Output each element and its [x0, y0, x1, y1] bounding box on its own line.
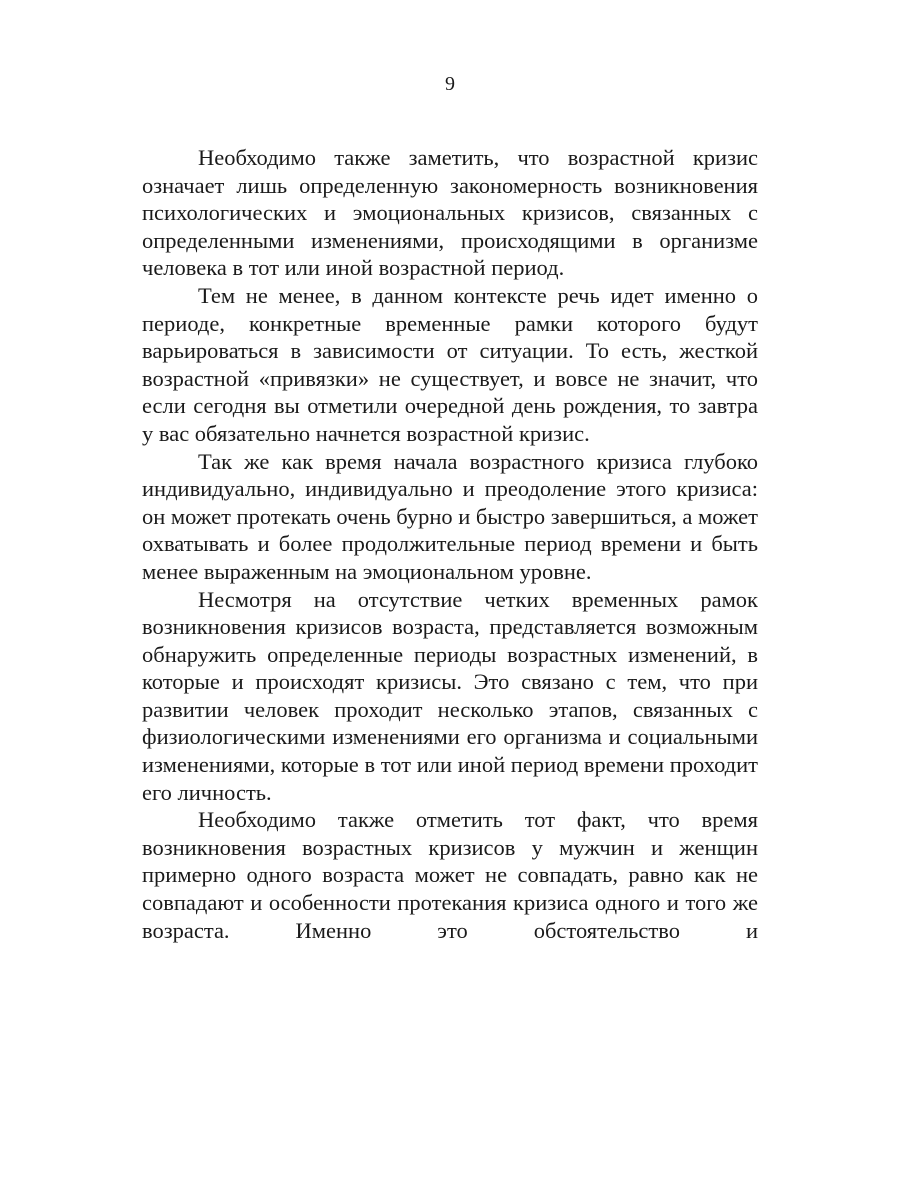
paragraph: Необходимо также заметить, что возрастной кризис означает лишь определенную закономерность возникновения психологических и эмоциональных кризисов, связанных с определенными изменениями, происходящими в организме человека в тот или иной возрастной период.: [142, 145, 758, 281]
paragraph: Тем не менее, в данном контексте речь идет именно о периоде, конкретные временные рамки которого будут варьироваться в зависимости от ситуации. То есть, жесткой возрастной «привязки» не существует, и вовсе не значит, что если сегодня вы отметили очередной день рождения, то завтра у вас обязательно начнется возрастной кризис.: [142, 282, 758, 446]
page-number: 9: [445, 73, 455, 95]
paragraph: Несмотря на отсутствие четких временных рамок возникновения кризисов возраста, представляется возможным обнаружить определенные периоды возрастных изменений, в которые и происходят кризисы. Это связано с тем, что при развитии человек проходит несколько этапов, связанных с физиологическими изменениями его организма и социальными изменениями, которые в тот или иной период времени проходит его личность.: [142, 586, 758, 805]
paragraph: Так же как время начала возрастного кризиса глубоко индивидуально, индивидуально и преодоление этого кризиса: он может протекать очень бурно и быстро завершиться, а может охватывать и более продолжительные период времени и быть менее выраженным на эмоциональном уровне.: [142, 448, 758, 584]
body-text: [142, 144, 758, 944]
paragraph: Необходимо также отметить тот факт, что время возникновения возрастных кризисов у мужчин и женщин примерно одного возраста может не совпадать, равно как не совпадают и особенности протекания кризиса одного и того же возраста. Именно это обстоятельство и: [142, 807, 758, 943]
